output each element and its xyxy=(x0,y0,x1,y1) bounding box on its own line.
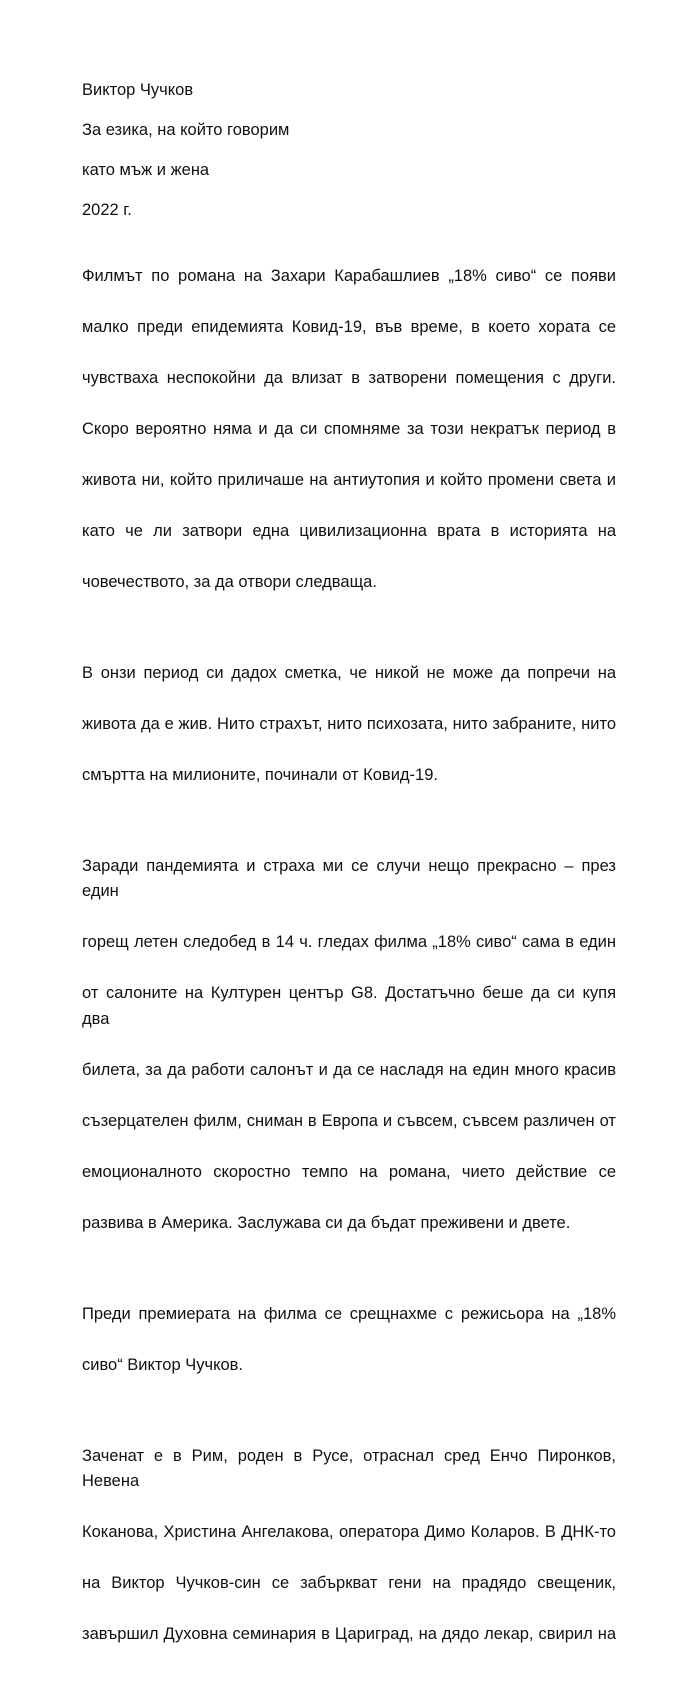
text-line: на Виктор Чучков-син се забъркват гени на прадядо свещеник, xyxy=(82,1574,616,1592)
text-line: Заради пандемията и страха ми се случи нещо прекрасно – през един xyxy=(82,856,616,900)
text-line: завършил Духовна семинария в Цариград, на дядо лекар, свирил на xyxy=(82,1625,616,1643)
paragraph xyxy=(82,828,616,1262)
text-line: живота да е жив. Нито страхът, нито психозата, нито забраните, нито xyxy=(82,714,616,733)
paragraph xyxy=(82,1418,616,1673)
text-line: В онзи период си дадох сметка, че никой не може да попречи на xyxy=(82,663,616,682)
article-year: 2022 г. xyxy=(82,201,132,219)
paragraph xyxy=(82,238,616,621)
text-line: от салоните на Културен център G8. Достатъчно беше да си купя два xyxy=(82,984,616,1028)
text-line: билета, за да работи салонът и да се насладя на един много красив xyxy=(82,1060,616,1079)
text-line: чувстваха неспокойни да влизат в затворени помещения с други. xyxy=(82,368,616,387)
text-line: Филмът по романа на Захари Карабашлиев „18% сиво“ се появи xyxy=(82,266,616,285)
author-name: Виктор Чучков xyxy=(82,81,194,99)
text-line: емоционалното скоростно темпо на романа, чието действие се xyxy=(82,1162,616,1181)
article-title-line-1: За езика, на който говорим xyxy=(82,121,290,139)
text-line: смъртта на милионите, починали от Ковид-19. xyxy=(82,765,438,784)
text-line: като че ли затвори една цивилизационна врата в историята на xyxy=(82,521,616,540)
text-line: развива в Америка. Заслужава си да бъдат преживени и двете. xyxy=(82,1213,571,1232)
article-title-line-2: като мъж и жена xyxy=(82,161,210,179)
text-line: горещ летен следобед в 14 ч. гледах филма „18% сиво“ сама в един xyxy=(82,933,616,951)
paragraph xyxy=(82,1276,616,1404)
paragraph xyxy=(82,635,616,814)
text-line: Преди премиерата на филма се срещнахме с режисьора на „18% xyxy=(82,1304,616,1323)
text-line: човечеството, за да отвори следваща. xyxy=(82,572,377,591)
text-line: Заченат е в Рим, роден в Русе, отраснал сред Енчо Пиронков, Невена xyxy=(82,1446,616,1490)
text-line: съзерцателен филм, сниман в Европа и съвсем, съвсем различен от xyxy=(82,1111,616,1130)
text-line: малко преди епидемията Ковид-19, във време, в което хората се xyxy=(82,317,616,336)
text-line: сиво“ Виктор Чучков. xyxy=(82,1355,244,1374)
document-body xyxy=(82,78,616,1688)
text-line: живота ни, който приличаше на антиутопия и който промени света и xyxy=(82,470,616,489)
text-line: Скоро вероятно няма и да си спомняме за този некратък период в xyxy=(82,419,616,438)
text-line: Коканова, Христина Ангелакова, оператора Димо Коларов. В ДНК-то xyxy=(82,1523,616,1541)
